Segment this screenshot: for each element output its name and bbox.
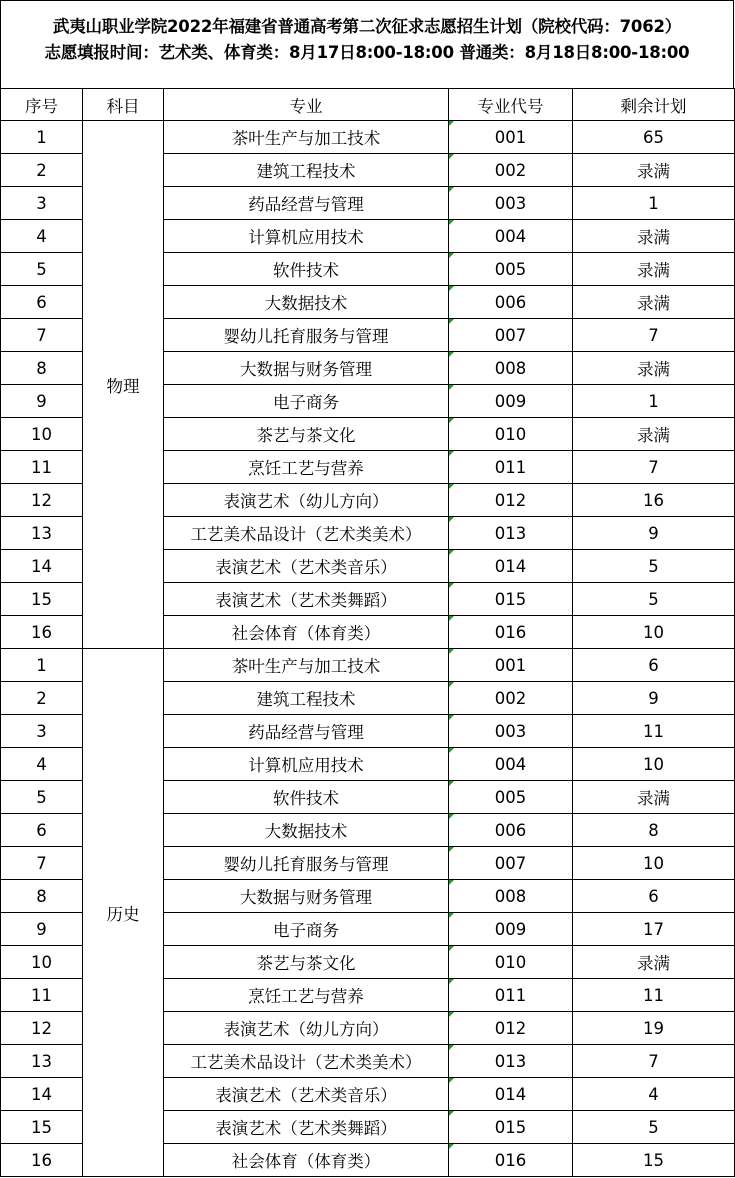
row-remaining: 10 — [573, 847, 735, 880]
row-code: 002 — [449, 682, 573, 715]
row-remaining: 录满 — [573, 946, 735, 979]
row-remaining: 9 — [573, 517, 735, 550]
row-major: 大数据与财务管理 — [164, 352, 449, 385]
row-seq: 16 — [1, 616, 83, 649]
row-major: 社会体育（体育类） — [164, 616, 449, 649]
header-major: 专业 — [164, 89, 449, 121]
row-seq: 9 — [1, 913, 83, 946]
row-remaining: 录满 — [573, 253, 735, 286]
row-major: 表演艺术（艺术类音乐） — [164, 1078, 449, 1111]
row-code: 001 — [449, 121, 573, 154]
table-body — [1, 121, 735, 1177]
row-code: 012 — [449, 1012, 573, 1045]
row-remaining: 65 — [573, 121, 735, 154]
row-seq: 12 — [1, 1012, 83, 1045]
row-major: 建筑工程技术 — [164, 682, 449, 715]
row-code: 005 — [449, 253, 573, 286]
row-remaining: 11 — [573, 979, 735, 1012]
row-remaining: 7 — [573, 1045, 735, 1078]
row-remaining: 7 — [573, 451, 735, 484]
row-remaining: 5 — [573, 550, 735, 583]
row-remaining: 录满 — [573, 418, 735, 451]
row-code: 003 — [449, 187, 573, 220]
row-remaining: 5 — [573, 583, 735, 616]
row-major: 表演艺术（艺术类舞蹈） — [164, 583, 449, 616]
row-major: 大数据与财务管理 — [164, 880, 449, 913]
subject-cell: 历史 — [83, 649, 164, 1177]
row-seq: 2 — [1, 682, 83, 715]
row-seq: 13 — [1, 517, 83, 550]
row-major: 建筑工程技术 — [164, 154, 449, 187]
row-major: 大数据技术 — [164, 814, 449, 847]
row-remaining: 17 — [573, 913, 735, 946]
row-code: 006 — [449, 814, 573, 847]
row-seq: 5 — [1, 253, 83, 286]
row-code: 011 — [449, 979, 573, 1012]
row-remaining: 8 — [573, 814, 735, 847]
row-code: 003 — [449, 715, 573, 748]
row-code: 009 — [449, 913, 573, 946]
row-seq: 4 — [1, 748, 83, 781]
row-remaining: 6 — [573, 649, 735, 682]
row-remaining: 录满 — [573, 154, 735, 187]
row-major: 茶艺与茶文化 — [164, 418, 449, 451]
table-row — [1, 649, 735, 682]
row-code: 007 — [449, 847, 573, 880]
row-remaining: 10 — [573, 616, 735, 649]
row-major: 婴幼儿托育服务与管理 — [164, 847, 449, 880]
row-major: 表演艺术（幼儿方向） — [164, 1012, 449, 1045]
row-seq: 11 — [1, 451, 83, 484]
row-code: 009 — [449, 385, 573, 418]
row-code: 010 — [449, 946, 573, 979]
row-seq: 8 — [1, 352, 83, 385]
row-major: 烹饪工艺与营养 — [164, 451, 449, 484]
row-remaining: 9 — [573, 682, 735, 715]
row-major: 茶艺与茶文化 — [164, 946, 449, 979]
row-code: 013 — [449, 1045, 573, 1078]
row-code: 005 — [449, 781, 573, 814]
row-remaining: 1 — [573, 187, 735, 220]
header-seq: 序号 — [1, 89, 83, 121]
row-major: 茶叶生产与加工技术 — [164, 649, 449, 682]
row-code: 010 — [449, 418, 573, 451]
row-major: 表演艺术（艺术类舞蹈） — [164, 1111, 449, 1144]
row-major: 烹饪工艺与营养 — [164, 979, 449, 1012]
row-major: 药品经营与管理 — [164, 715, 449, 748]
row-seq: 4 — [1, 220, 83, 253]
header-subject: 科目 — [83, 89, 164, 121]
row-remaining: 10 — [573, 748, 735, 781]
row-seq: 8 — [1, 880, 83, 913]
application-schedule: 志愿填报时间：艺术类、体育类：8月17日8:00-18:00 普通类：8月18日8:00-18:00 — [44, 43, 690, 62]
row-major: 电子商务 — [164, 913, 449, 946]
row-seq: 3 — [1, 187, 83, 220]
title-block — [0, 0, 734, 88]
row-seq: 7 — [1, 319, 83, 352]
row-major: 表演艺术（幼儿方向） — [164, 484, 449, 517]
row-seq: 3 — [1, 715, 83, 748]
row-remaining: 6 — [573, 880, 735, 913]
row-major: 计算机应用技术 — [164, 220, 449, 253]
header-remaining: 剩余计划 — [573, 89, 735, 121]
row-seq: 11 — [1, 979, 83, 1012]
row-code: 015 — [449, 1111, 573, 1144]
row-code: 002 — [449, 154, 573, 187]
row-code: 008 — [449, 880, 573, 913]
row-code: 014 — [449, 1078, 573, 1111]
header-code: 专业代号 — [449, 89, 573, 121]
row-seq: 15 — [1, 583, 83, 616]
row-remaining: 19 — [573, 1012, 735, 1045]
row-major: 工艺美术品设计（艺术类美术） — [164, 517, 449, 550]
row-major: 大数据技术 — [164, 286, 449, 319]
row-remaining: 录满 — [573, 220, 735, 253]
row-remaining: 4 — [573, 1078, 735, 1111]
row-remaining: 11 — [573, 715, 735, 748]
table-row — [1, 121, 735, 154]
row-seq: 2 — [1, 154, 83, 187]
row-seq: 14 — [1, 550, 83, 583]
row-remaining: 16 — [573, 484, 735, 517]
row-code: 004 — [449, 220, 573, 253]
row-seq: 12 — [1, 484, 83, 517]
subject-cell: 物理 — [83, 121, 164, 649]
row-seq: 15 — [1, 1111, 83, 1144]
row-code: 012 — [449, 484, 573, 517]
row-code: 006 — [449, 286, 573, 319]
row-major: 社会体育（体育类） — [164, 1144, 449, 1177]
row-seq: 1 — [1, 121, 83, 154]
row-seq: 13 — [1, 1045, 83, 1078]
row-code: 016 — [449, 1144, 573, 1177]
row-remaining: 录满 — [573, 286, 735, 319]
row-remaining: 15 — [573, 1144, 735, 1177]
row-major: 软件技术 — [164, 253, 449, 286]
row-seq: 6 — [1, 814, 83, 847]
document-title: 武夷山职业学院2022年福建省普通高考第二次征求志愿招生计划（院校代码：7062） — [52, 17, 682, 36]
row-code: 011 — [449, 451, 573, 484]
row-major: 婴幼儿托育服务与管理 — [164, 319, 449, 352]
row-major: 药品经营与管理 — [164, 187, 449, 220]
row-seq: 1 — [1, 649, 83, 682]
row-code: 008 — [449, 352, 573, 385]
row-remaining: 1 — [573, 385, 735, 418]
row-remaining: 5 — [573, 1111, 735, 1144]
row-seq: 14 — [1, 1078, 83, 1111]
row-major: 软件技术 — [164, 781, 449, 814]
row-code: 015 — [449, 583, 573, 616]
row-major: 茶叶生产与加工技术 — [164, 121, 449, 154]
row-code: 013 — [449, 517, 573, 550]
row-remaining: 7 — [573, 319, 735, 352]
row-remaining: 录满 — [573, 352, 735, 385]
row-major: 电子商务 — [164, 385, 449, 418]
row-seq: 10 — [1, 946, 83, 979]
row-seq: 5 — [1, 781, 83, 814]
table-header-row — [1, 89, 735, 121]
row-seq: 6 — [1, 286, 83, 319]
row-major: 表演艺术（艺术类音乐） — [164, 550, 449, 583]
row-seq: 9 — [1, 385, 83, 418]
row-seq: 10 — [1, 418, 83, 451]
row-code: 016 — [449, 616, 573, 649]
row-code: 014 — [449, 550, 573, 583]
row-code: 007 — [449, 319, 573, 352]
row-seq: 7 — [1, 847, 83, 880]
plan-table — [0, 88, 735, 1177]
row-seq: 16 — [1, 1144, 83, 1177]
row-remaining: 录满 — [573, 781, 735, 814]
row-major: 计算机应用技术 — [164, 748, 449, 781]
row-code: 001 — [449, 649, 573, 682]
row-code: 004 — [449, 748, 573, 781]
row-major: 工艺美术品设计（艺术类美术） — [164, 1045, 449, 1078]
